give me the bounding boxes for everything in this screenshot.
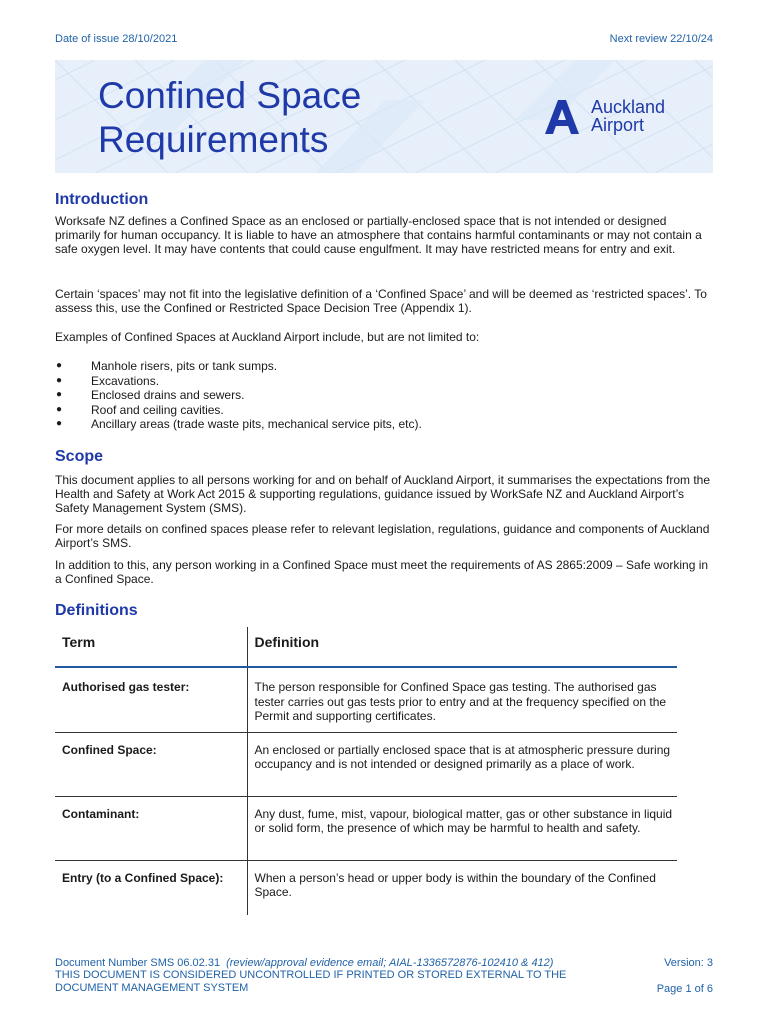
definition-cell: An enclosed or partially enclosed space that is at atmospheric pressure during occupancy and is not intended or designed primarily as a place of work. — [254, 742, 671, 772]
scope-section — [55, 447, 713, 467]
logo-line-1: Auckland — [591, 97, 666, 117]
column-header-definition: Definition — [254, 634, 320, 650]
list-item: ● Manhole risers, pits or tank sumps. — [56, 359, 278, 373]
list-item: ● Excavations. — [56, 373, 160, 388]
table-row — [55, 732, 677, 796]
introduction-text-2: Certain ‘spaces’ may not fit into the legislative definition of a ‘Confined Space’ and will be deemed as ‘restricted spaces’. To assess this, use the Confined or Restricted Space Decision Tree (Appendix 1). — [55, 287, 707, 315]
date-of-issue: Date of issue 28/10/2021 — [55, 33, 178, 45]
definition-cell: Any dust, fume, mist, vapour, biological matter, gas or other substance in liquid or solid form, the presence of which may be harmful to health and safety. — [254, 806, 673, 836]
logo-line-2: Airport — [591, 115, 645, 135]
introduction-para-1 — [55, 214, 713, 256]
title-line-1: Confined Space — [98, 75, 362, 116]
term-cell: Confined Space: — [55, 732, 247, 796]
bullet-icon: ● — [56, 360, 63, 371]
examples-list-wrap — [55, 359, 713, 432]
document-number: Document Number SMS 06.02.31 (review/approval evidence email; AIAL-1336572876-102410 & 412) — [55, 957, 554, 969]
airport-a-icon — [545, 100, 579, 134]
term-cell: Authorised gas tester: — [55, 667, 247, 732]
title-banner — [55, 60, 713, 173]
scope-para-3 — [55, 558, 713, 586]
bullet-icon: ● — [56, 403, 63, 415]
definition-cell: The person responsible for Confined Space gas testing. The authorised gas tester carries out gas tests prior to entry and at the frequency specified on the Permit and supporting certificates. — [254, 680, 667, 724]
definitions-heading: Definitions — [55, 602, 138, 619]
introduction-heading: Introduction — [55, 191, 149, 208]
introduction-section — [55, 190, 713, 210]
version-label: Version: 3 — [664, 957, 713, 969]
bullet-icon: ● — [56, 389, 63, 401]
document-header — [55, 33, 713, 47]
definitions-table — [55, 627, 677, 915]
page-number: Page 1 of 6 — [656, 983, 713, 995]
introduction-text-3: Examples of Confined Spaces at Auckland Airport include, but are not limited to: — [55, 330, 480, 344]
scope-text-3: In addition to this, any person working in a Confined Space must meet the requirements of AS 2865:2009 – Safe working in a Confined Space. — [55, 558, 709, 586]
uncontrolled-disclaimer: THIS DOCUMENT IS CONSIDERED UNCONTROLLED IF PRINTED OR STORED EXTERNAL TO THE DOCUMENT MANAGEMENT SYSTEM — [55, 969, 567, 994]
list-item: ● Enclosed drains and sewers. — [56, 388, 245, 403]
list-item: ● Roof and ceiling cavities. — [56, 402, 224, 417]
term-cell: Contaminant: — [55, 796, 247, 860]
list-item: ● Ancillary areas (trade waste pits, mechanical service pits, etc). — [56, 417, 422, 432]
scope-text-2: For more details on confined spaces please refer to relevant legislation, regulations, guidance and components of Auckland Airport’s SMS. — [55, 522, 710, 550]
definitions-section — [55, 601, 713, 621]
logo-wordmark — [591, 98, 665, 134]
scope-para-2 — [55, 522, 713, 550]
auckland-airport-logo — [545, 98, 695, 138]
definition-cell: When a person’s head or upper body is within the boundary of the Confined Space. — [254, 870, 656, 900]
bullet-icon: ● — [56, 374, 63, 386]
column-header-term: Term — [55, 627, 247, 667]
introduction-para-2 — [55, 287, 713, 315]
page-title — [98, 74, 361, 162]
scope-text-1: This document applies to all persons working for and on behalf of Auckland Airport, it summarises the expectations from the Health and Safety at Work Act 2015 & supporting regulations, guidance issued by WorkSafe NZ and Auckland Airport’s Safety Management System (SMS). — [55, 473, 711, 515]
introduction-para-3 — [55, 330, 713, 344]
next-review: Next review 22/10/24 — [609, 33, 713, 45]
table-row — [55, 667, 677, 732]
table-row — [55, 796, 677, 860]
scope-para-1 — [55, 473, 713, 515]
table-header-row — [55, 627, 677, 667]
table-row — [55, 860, 677, 915]
introduction-text-1: Worksafe NZ defines a Confined Space as an enclosed or partially-enclosed space that is not intended or designed primarily for human occupancy. It is liable to have an atmosphere that contains harmful contaminants or may not contain a safe oxygen level. It may have contents that could cause engulfment. It may have restricted means for entry and exit. — [55, 214, 702, 256]
examples-list — [55, 359, 713, 432]
evidence-code: AIAL-1336572876-102410 & 412 — [388, 957, 550, 969]
title-line-2: Requirements — [98, 119, 329, 160]
term-cell: Entry (to a Confined Space): — [55, 860, 247, 915]
evidence-note: (review/approval evidence email; AIAL-1336572876-102410 & 412) — [226, 957, 554, 969]
scope-heading: Scope — [55, 448, 104, 465]
bullet-icon: ● — [56, 418, 63, 430]
